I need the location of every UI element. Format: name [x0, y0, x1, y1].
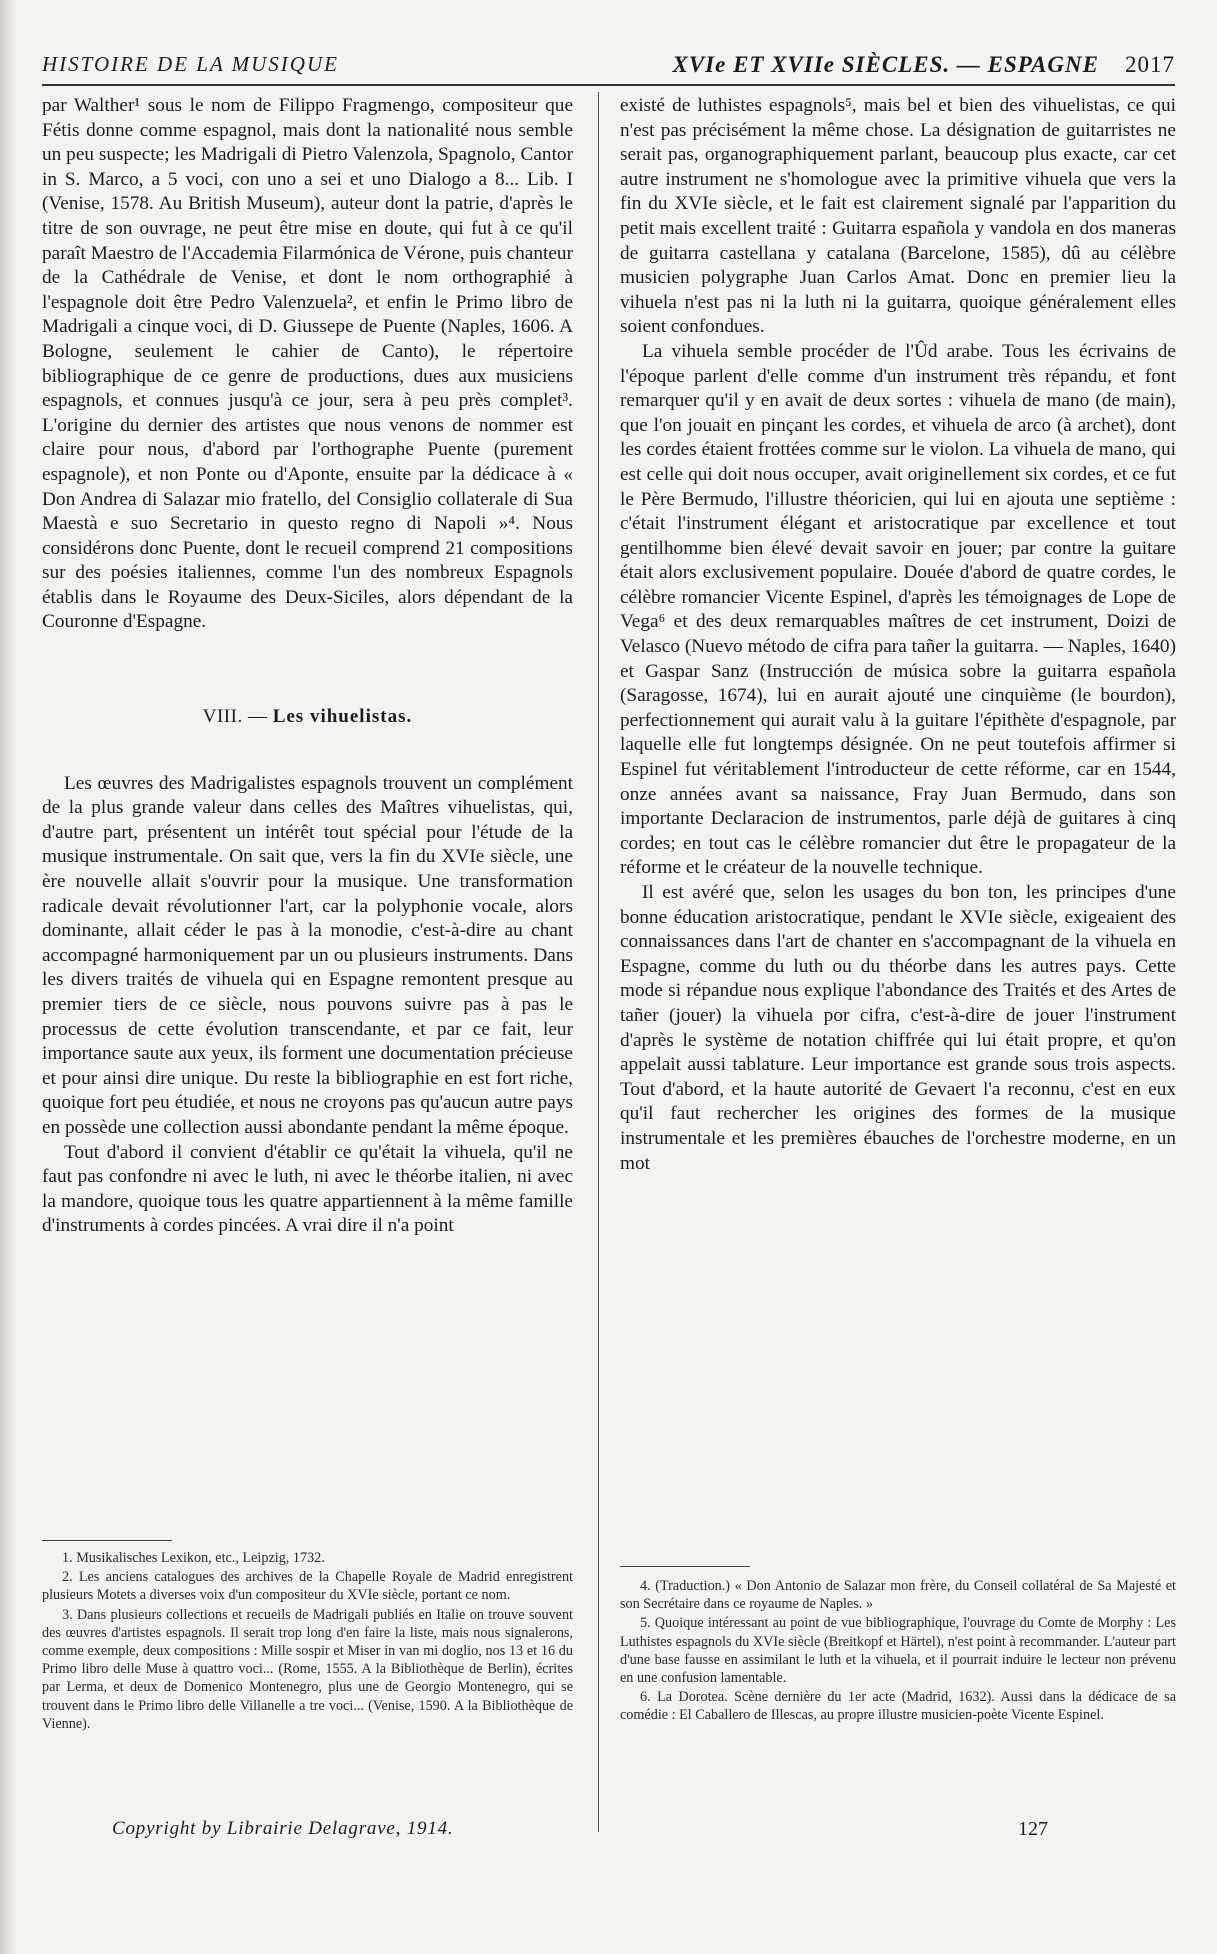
header-right-title [672, 52, 1175, 78]
header-page-number: 2017 [1125, 52, 1175, 77]
header-left-title: HISTOIRE DE LA MUSIQUE [42, 52, 339, 76]
bottom-page-number: 127 [1018, 1818, 1048, 1840]
section-heading [42, 705, 573, 730]
paragraph: existé de luthistes espagnols⁵, mais bel et bien des vihuelistas, ce qui n'est pas précisément la même chose. La désignation de guitarristes ne serait pas, organographiquement parlant, beaucoup plus exacte, car cet autre instrument ne s'homologue avec la primitive vihuela que vers la fin du XVIe siècle, et le fait est clairement signalé par l'apparition du petit mais excellent traité : Guitarra española y vandola en dos maneras de guitarra castellana y catalana (Barcelone, 1585), dû au célèbre musicien polygraphe Juan Carlos Amat. Donc en premier lieu la vihuela n'est pas ni la luth ni la guitarra, quoique généralement elles soient confondues. [620, 95, 1176, 338]
running-header [42, 50, 1175, 86]
footnote: 4. (Traduction.) « Don Antonio de Salazar mon frère, du Conseil collatéral de Sa Majesté et son Secrétaire dans ce royaume de Naples. » [620, 1578, 1176, 1613]
copyright-notice: Copyright by Librairie Delagrave, 1914. [112, 1818, 454, 1839]
column-divider [598, 92, 599, 1832]
paragraph: Les œuvres des Madrigalistes espagnols trouvent un complément de la plus grande valeur dans celles des Maîtres vihuelistas, qui, d'autre part, présentent un intérêt tout spécial pour l'étude de la musique instrumentale. On sait que, vers la fin du XVIe siècle, une ère nouvelle allait s'ouvrir pour la musique. Une transformation radicale devait révolutionner l'art, car la polyphonie vocale, alors dominante, allait céder le pas à la monodie, c'est-à-dire au chant accompagné harmoniquement par un ou plusieurs instruments. Dans les divers traités de vihuela qui en Espagne remontent presque au premier tiers de ce siècle, nous pouvons suivre pas à pas le processus de cette évolution transcendante, et par ce fait, leur importance saute aux yeux, ils forment une documentation précieuse et pour ainsi dire unique. Du reste la bibliographie en est fort riche, quoique fort peu étudiée, et nous ne croyons pas qu'aucun autre pays en possède une collection aussi abondante pendant la même époque. [42, 772, 573, 1138]
footnote-rule-left [42, 1540, 172, 1541]
footnote: 1. Musikalisches Lexikon, etc., Leipzig, 1732. [62, 1550, 325, 1566]
footnote: 3. Dans plusieurs collections et recueils de Madrigali publiés en Italie on trouve souvent des œuvres d'artistes espagnols. Il serait trop long d'en faire la liste, mais nous signalerons, comme exemple, deux compositions : Mille sospir et Miser in van mi doglio, nos 13 et 16 du Primo libro delle Muse à quattro voci... (Rome, 1555. A la Bibliothèque de Berlin), écrites par Lerma, et deux de Domenico Montenegro, plus une de Georgio Montenegro, qui se trouvent dans le Primo libro delle Villanelle a tre voci... (Venise, 1590. A la Bibliothèque de Vienne). [42, 1606, 573, 1732]
footnote: 2. Les anciens catalogues des archives de la Chapelle Royale de Madrid enregistrent plusieurs Motets a diverses voix d'un compositeur du XVIe siècle, portant ce nom. [42, 1569, 573, 1604]
right-column [620, 94, 1176, 1176]
header-right-text: XVIe ET XVIIe SIÈCLES. — ESPAGNE [672, 52, 1099, 77]
page-gutter-shadow [0, 0, 16, 1954]
footnotes-left [42, 1549, 573, 1734]
footnote-rule-right [620, 1566, 750, 1567]
section-number: VIII. — [202, 706, 268, 728]
section-title: Les vihuelistas. [272, 706, 413, 728]
footnotes-right [620, 1577, 1176, 1726]
paragraph: La vihuela semble procéder de l'Ûd arabe. Tous les écrivains de l'époque parlent d'elle comme d'un instrument très répandu, et font remarquer qu'il y en avait de deux sortes : vihuela de mano (de main), que l'on jouait en pinçant les cordes, et vihuela de arco (à archet), dont les cordes étaient frottées comme sur le violon. La vihuela de mano, qui est celle qui doit nous occuper, avait originellement six cordes, et ce fut le Père Bermudo, l'illustre théoricien, qui lui en ajouta une septième : c'était l'instrument élégant et aristocratique par excellence et tout gentilhomme bien élevé devait savoir en jouer; par contre la guitare était alors exclusivement populaire. Douée d'abord de quatre cordes, le célèbre romancier Vicente Espinel, d'après les témoignages de Lope de Vega⁶ et des deux remarquables maîtres de cet instrument, Doizi de Velasco (Nuevo método de cifra para tañer la guitarra. — Naples, 1640) et Gaspar Sanz (Instrucción de música sobre la guitarra española (Saragosse, 1674), lui en aurait ajouté une cinquième (le bourdon), perfectionnement qui aurait valu à la guitare l'épithète d'espagnole, par laquelle elle fut longtemps désignée. On ne peut toutefois affirmer si Espinel fut véritablement l'introducteur de cette réforme, car en 1544, onze années avant sa naissance, Fray Juan Bermudo, dans son importante Declaracion de instrumentos, parle déjà de guitares à cinq cordes; en tout cas le célèbre romancier dut être le propagateur de la réforme et le créateur de la nouvelle technique. [620, 340, 1176, 879]
footnote: 6. La Dorotea. Scène dernière du 1er acte (Madrid, 1632). Aussi dans la dédicace de sa comédie : El Caballero de Illescas, au propre illustre musicien-poète Vicente Espinel. [620, 1689, 1176, 1724]
paragraph: par Walther¹ sous le nom de Filippo Fragmengo, compositeur que Fétis donne comme espagnol, mais dont la nationalité nous semble un peu suspecte; les Madrigali di Pietro Valenzola, Spagnolo, Cantor in S. Marco, a 5 voci, con uno a sei et uno Dialogo a 8... Lib. I (Venise, 1578. Au British Museum), auteur dont la patrie, d'après le titre de son ouvrage, ne peut être mise en doute, qui fut à ce qu'il paraît Maestro de l'Accademia Filarmónica de Vérone, puis chanteur de la Cathédrale de Venise, et dont le nom orthographié à l'espagnole doit être Pedro Valenzuela², et enfin le Primo libro de Madrigali a cinque voci, di D. Giussepe de Puente (Naples, 1606. A Bologne, seulement le cahier de Canto), le répertoire bibliographique de ce genre de productions, dues aux musiciens espagnols, et connues jusqu'à ce jour, sera à peu près complet³. L'origine du dernier des artistes que nous venons de nommer est claire pour nous, d'abord par l'orthographe Puente (purement espagnole), et non Ponte ou d'Aponte, ensuite par la dédicace à « Don Andrea di Salazar mio fratello, del Consiglio collaterale di Sua Maestà e suo Secretario in questo regno di Napoli »⁴. Nous considérons donc Puente, dont le recueil comprend 21 compositions sur des poésies italiennes, comme l'un des nombreux Espagnols établis dans le Royaume des Deux-Siciles, alors dépendant de la Couronne d'Espagne. [42, 95, 573, 633]
left-column [42, 94, 573, 1239]
footnote: 5. Quoique intéressant au point de vue bibliographique, l'ouvrage du Comte de Morphy : Les Luthistes espagnols du XVIe siècle (Breitkopf et Härtel), n'est point à recommander. L'auteur part d'une base fausse en assimilant le luth et la vihuela, et il pourrait induire le lecteur non prévenu en une confusion lamentable. [620, 1615, 1176, 1687]
paragraph: Tout d'abord il convient d'établir ce qu'était la vihuela, qu'il ne faut pas confondre ni avec le luth, ni avec le théorbe italien, ni avec la mandore, quoique tous les quatre appartiennent à la même famille d'instruments à cordes pincées. A vrai dire il n'a point [42, 1141, 573, 1237]
paragraph: Il est avéré que, selon les usages du bon ton, les principes d'une bonne éducation aristocratique, pendant le XVIe siècle, exigeaient des connaissances dans l'art de chanter en s'accompagnant de la vihuela en Espagne, comme du luth ou du théorbe dans les autres pays. Cette mode si répandue nous explique l'abondance des Traités et des Artes de tañer (jouer) la vihuela por cifra, c'est-à-dire de jouer l'instrument d'après le système de notation chiffrée qui lui était propre, et qu'on appelait aussi tablature. Leur importance est grande sous trois aspects. Tout d'abord, et la haute autorité de Gevaert l'a reconnu, c'est en eux qu'il faut rechercher les origines des formes de la musique instrumentale et les premières ébauches de l'orchestre moderne, en un mot [620, 882, 1176, 1174]
